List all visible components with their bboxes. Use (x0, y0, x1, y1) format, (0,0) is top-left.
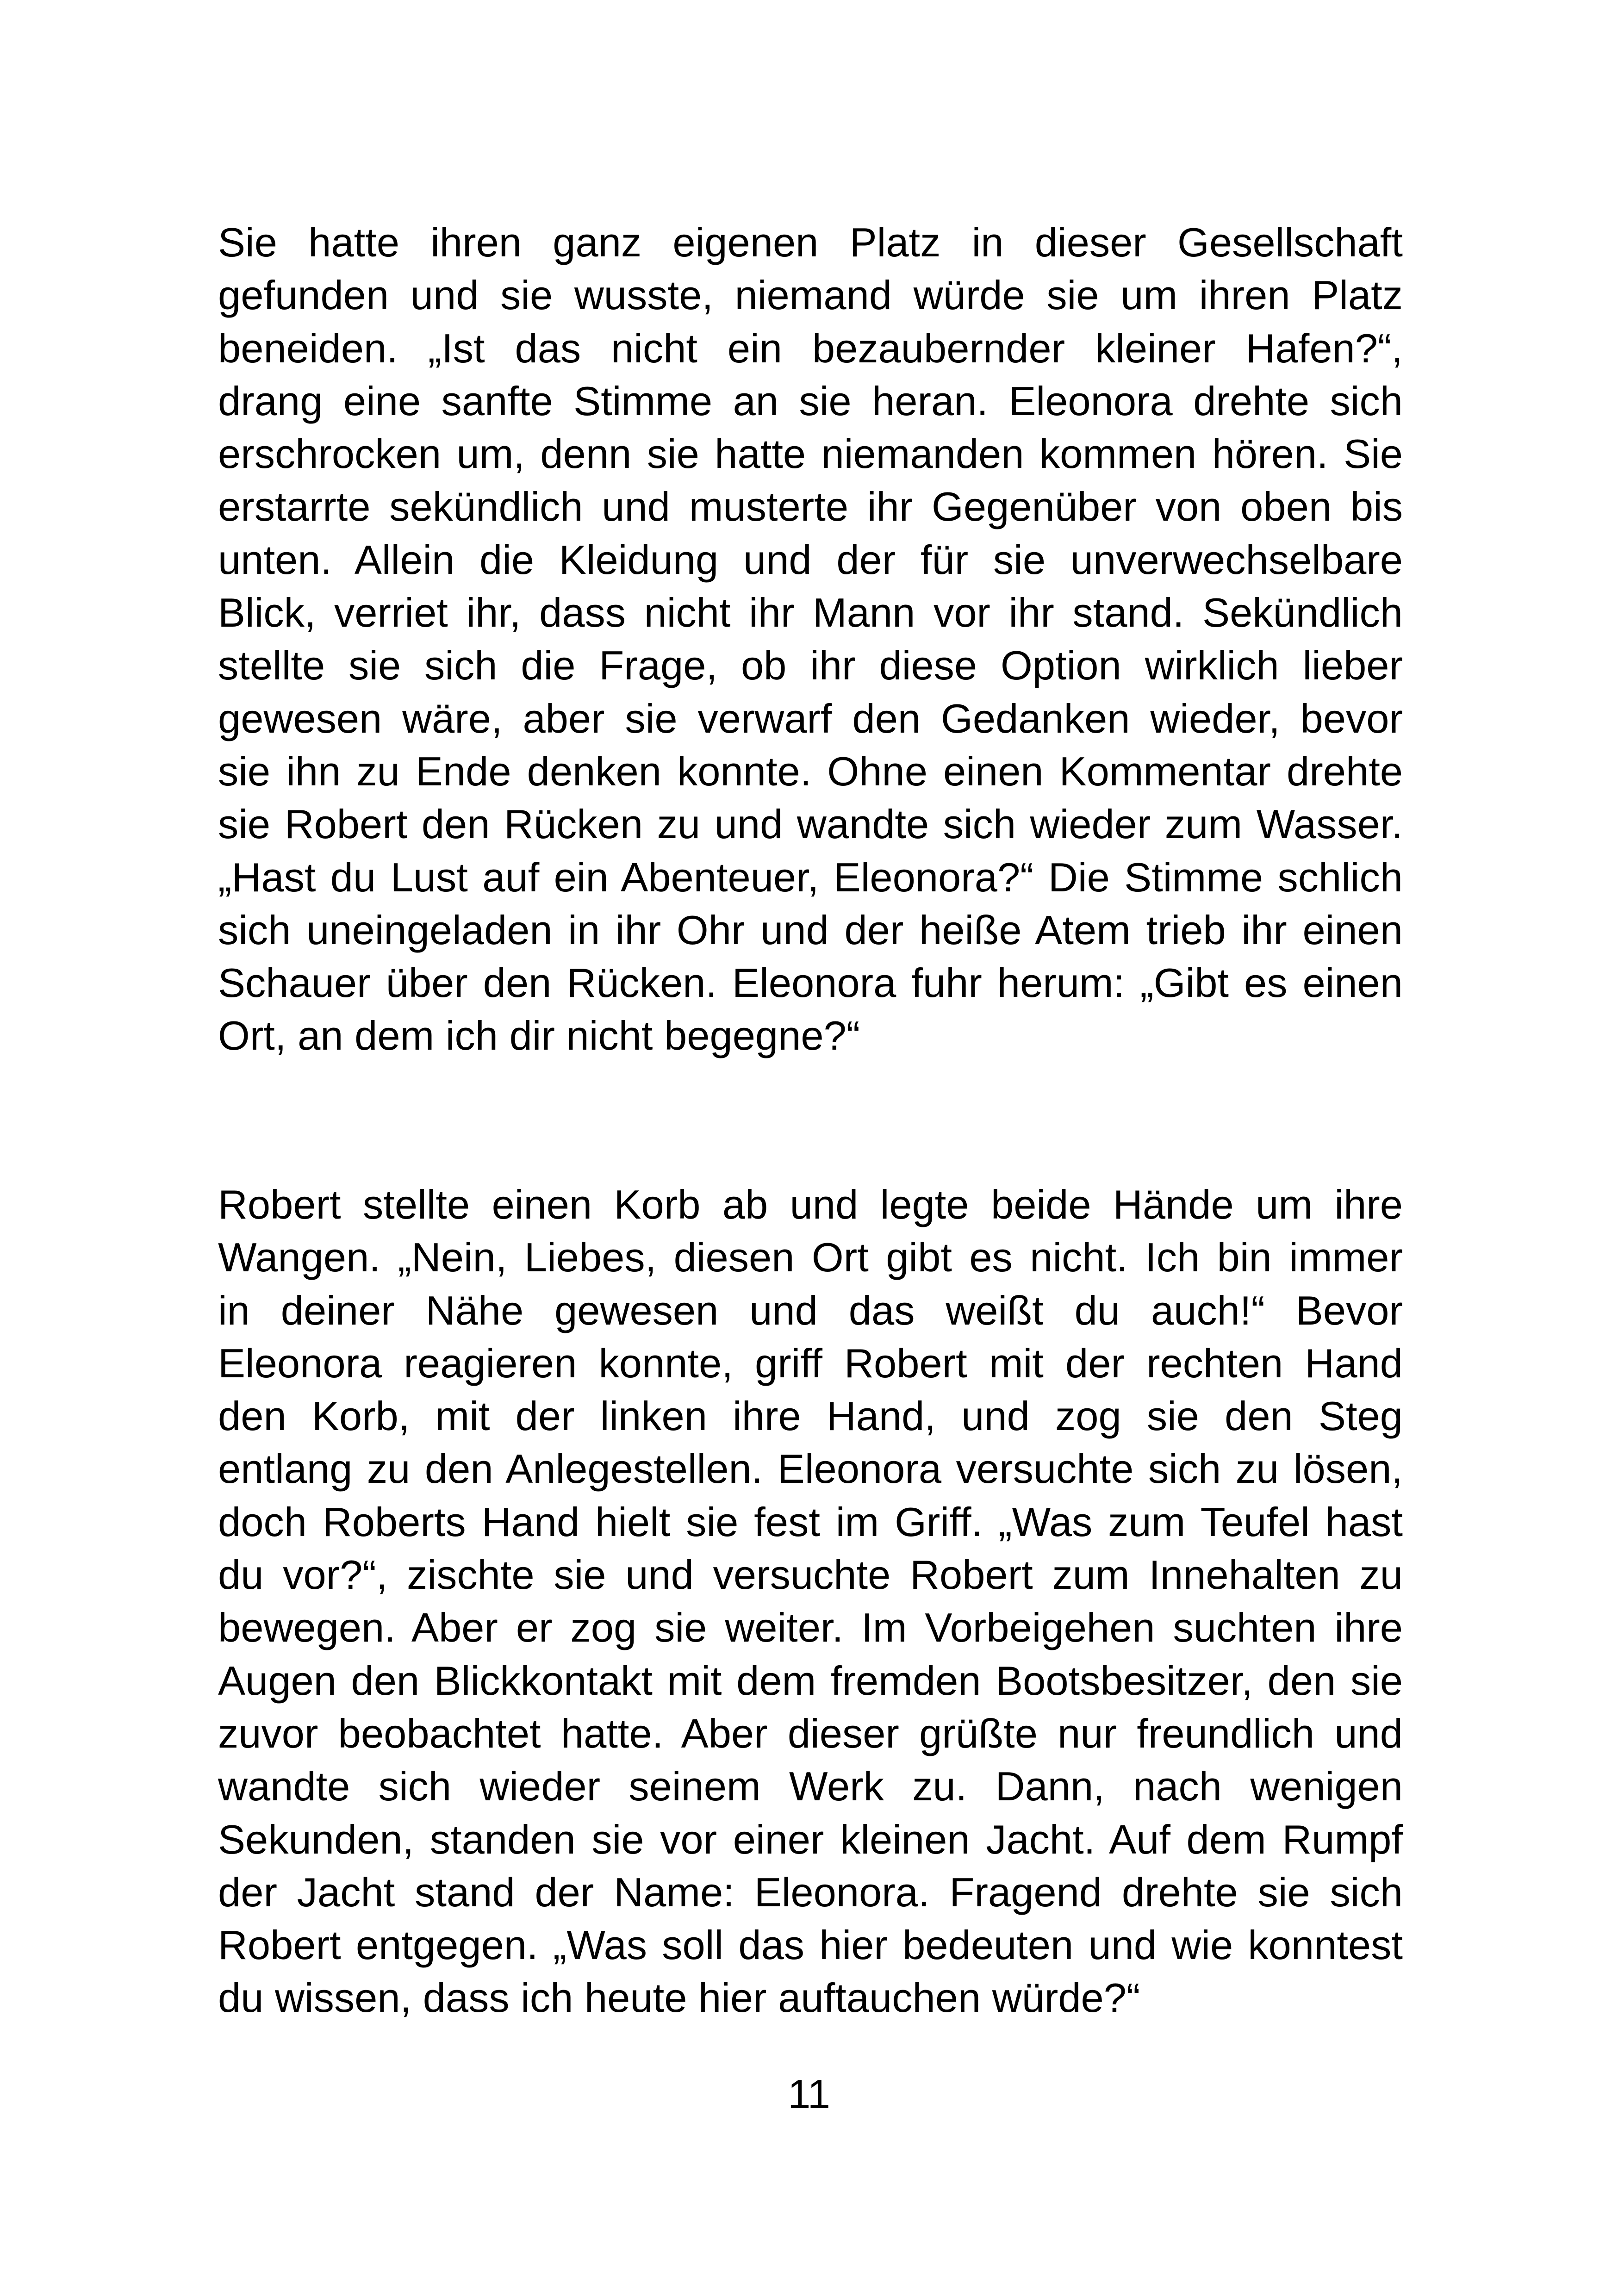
text-line: Eleonora reagieren konnte, griff Robert mit der rechten Hand (218, 1340, 1403, 1386)
text-line: du vor?“, zischte sie und versuchte Robert zum Innehalten zu (218, 1552, 1403, 1598)
text-line: Ort, an dem ich dir nicht begegne?“ (218, 1013, 860, 1059)
paragraph-2 (218, 1178, 1403, 2025)
text-line: Schauer über den Rücken. Eleonora fuhr herum: „Gibt es einen (218, 960, 1403, 1006)
text-line: stellte sie sich die Frage, ob ihr diese Option wirklich lieber (218, 642, 1403, 689)
text-line: erstarrte sekündlich und musterte ihr Gegenüber von oben bis (218, 484, 1403, 530)
text-line: Augen den Blickkontakt mit dem fremden Bootsbesitzer, den sie (218, 1657, 1403, 1704)
paragraph-1 (218, 216, 1403, 1063)
text-line: der Jacht stand der Name: Eleonora. Fragend drehte sie sich (218, 1869, 1403, 1915)
text-line: gewesen wäre, aber sie verwarf den Gedanken wieder, bevor (218, 695, 1403, 741)
text-line: Sekunden, standen sie vor einer kleinen Jacht. Auf dem Rumpf (218, 1816, 1403, 1862)
text-line: wandte sich wieder seinem Werk zu. Dann, nach wenigen (218, 1763, 1403, 1810)
text-line: Robert stellte einen Korb ab und legte beide Hände um ihre (218, 1182, 1403, 1227)
text-line: Sie hatte ihren ganz eigenen Platz in dieser Gesellschaft (218, 219, 1403, 265)
text-line: Wangen. „Nein, Liebes, diesen Ort gibt es nicht. Ich bin immer (218, 1234, 1403, 1281)
text-line: sie Robert den Rücken zu und wandte sich wieder zum Wasser. (218, 801, 1403, 847)
text-line: drang eine sanfte Stimme an sie heran. Eleonora drehte sich (218, 378, 1403, 424)
text-line: Blick, verriet ihr, dass nicht ihr Mann vor ihr stand. Sekündlich (218, 590, 1403, 636)
text-line: in deiner Nähe gewesen und das weißt du auch!“ Bevor (218, 1287, 1403, 1333)
text-line: erschrocken um, denn sie hatte niemanden kommen hören. Sie (218, 431, 1403, 477)
text-line: bewegen. Aber er zog sie weiter. Im Vorbeigehen suchten ihre (218, 1605, 1403, 1651)
page-number: 11 (788, 2071, 830, 2117)
text-line: entlang zu den Anlegestellen. Eleonora versuchte sich zu lösen, (218, 1446, 1403, 1492)
text-line: sie ihn zu Ende denken konnte. Ohne einen Kommentar drehte (218, 748, 1403, 794)
text-line: beneiden. „Ist das nicht ein bezaubernder kleiner Hafen?“, (218, 325, 1403, 371)
text-line: Robert entgegen. „Was soll das hier bedeuten und wie konntest (218, 1922, 1403, 1968)
text-line: gefunden und sie wusste, niemand würde sie um ihren Platz (218, 272, 1403, 318)
text-line: unten. Allein die Kleidung und der für sie unverwechselbare (218, 536, 1403, 583)
text-line: du wissen, dass ich heute hier auftauchen würde?“ (218, 1975, 1140, 2021)
text-line: zuvor beobachtet hatte. Aber dieser grüßte nur freundlich und (218, 1710, 1403, 1756)
text-line: den Korb, mit der linken ihre Hand, und zog sie den Steg (218, 1393, 1403, 1439)
text-line: „Hast du Lust auf ein Abenteuer, Eleonora?“ Die Stimme schlich (218, 854, 1403, 900)
text-line: sich uneingeladen in ihr Ohr und der heiße Atem trieb ihr einen (218, 907, 1403, 953)
text-line: doch Roberts Hand hielt sie fest im Griff. „Was zum Teufel hast (218, 1499, 1403, 1545)
